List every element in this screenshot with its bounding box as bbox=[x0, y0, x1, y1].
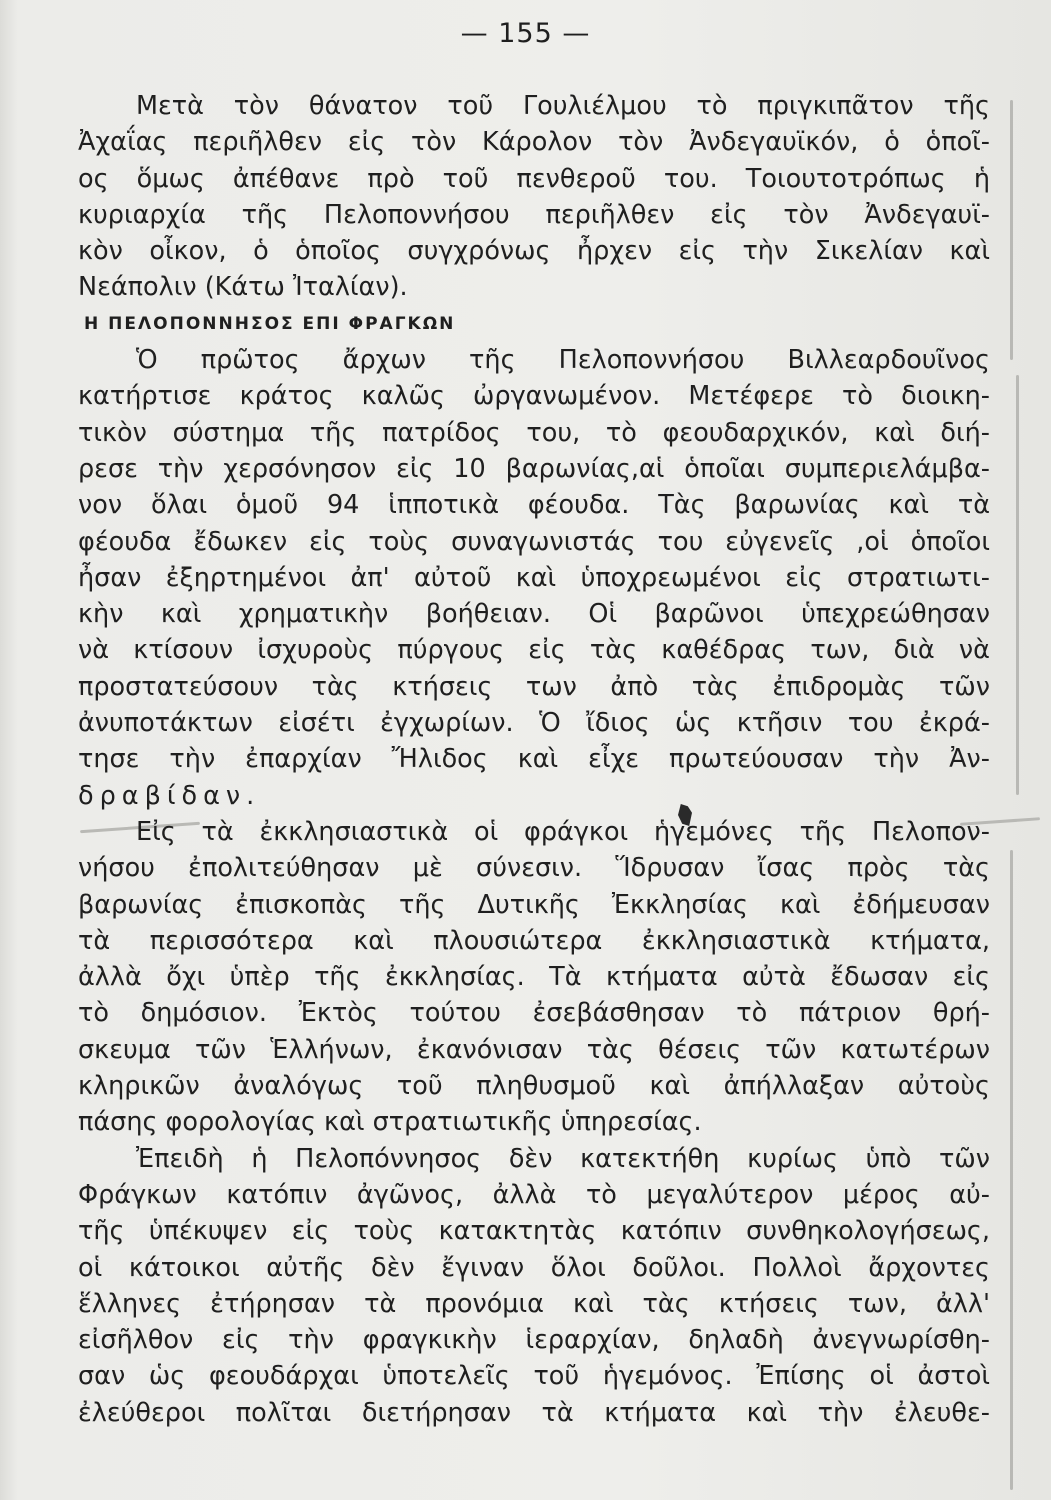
text-line: δραβίδαν. bbox=[78, 780, 261, 811]
text-line: ος ὅμως ἀπέθανε πρὸ τοῦ πενθεροῦ του. Τοιουτοτρόπως ἡ bbox=[78, 163, 990, 194]
text-line: τὸ δημόσιον. Ἐκτὸς τούτου ἐσεβάσθησαν τὸ πάτριον θρή- bbox=[78, 998, 990, 1029]
text-line: τῆς ὑπέκυψεν εἰς τοὺς κατακτητὰς κατόπιν συνθηκολογήσεως, bbox=[78, 1216, 990, 1247]
text-line: τικὸν σύστημα τῆς πατρίδος του, τὸ φεουδαρχικόν, καὶ διή- bbox=[78, 417, 990, 448]
page-number: — 155 — bbox=[460, 18, 591, 49]
text-line: νήσου ἐπολιτεύθησαν μὲ σύνεσιν. Ἵδρυσαν ἴσας πρὸς τὰς bbox=[78, 853, 990, 884]
text-line: προστατεύσουν τὰς κτήσεις των ἀπὸ τὰς ἐπιδρομὰς τῶν bbox=[78, 671, 990, 702]
text-line: Ὁ πρῶτος ἄρχων τῆς Πελοποννήσου Βιλλεαρδουῖνος bbox=[136, 345, 990, 376]
text-line: Μετὰ τὸν θάνατον τοῦ Γουλιέλμου τὸ πριγκιπᾶτον τῆς bbox=[136, 91, 990, 121]
text-line: εἰσῆλθον εἰς τὴν φραγκικὴν ἱεραρχίαν, δηλαδὴ ἀνεγνωρίσθη- bbox=[78, 1325, 990, 1356]
section-heading: Η ΠΕΛΟΠΟΝΝΗΣΟΣ ΕΠΙ ΦΡΑΓΚΩΝ bbox=[84, 313, 456, 334]
margin-pencil-line bbox=[1016, 375, 1019, 795]
text-line: ἀλλὰ ὄχι ὑπὲρ τῆς ἐκκλησίας. Τὰ κτήματα αὐτὰ ἔδωσαν εἰς bbox=[78, 962, 990, 993]
text-line: Ἐπειδὴ ἡ Πελοπόννησος δὲν κατεκτήθη κυρίως ὑπὸ τῶν bbox=[136, 1143, 990, 1174]
body-text bbox=[78, 88, 990, 1431]
text-line: οἱ κάτοικοι αὐτῆς δὲν ἔγιναν ὅλοι δοῦλοι. Πολλοὶ ἄρχοντες bbox=[78, 1252, 990, 1283]
text-line: ἐλεύθεροι πολῖται διετήρησαν τὰ κτήματα καὶ τὴν ἐλευθε- bbox=[78, 1397, 990, 1428]
text-line: κατήρτισε κράτος καλῶς ὠργανωμένον. Μετέφερε τὸ διοικη- bbox=[78, 381, 990, 412]
text-line: ἦσαν ἐξηρτημένοι ἀπ' αὐτοῦ καὶ ὑποχρεωμένοι εἰς στρατιωτι- bbox=[78, 562, 990, 593]
text-line: ρεσε τὴν χερσόνησον εἰς 10 βαρωνίας,αἱ ὁποῖαι συμπεριελάμβα- bbox=[78, 453, 990, 484]
text-line: νὰ κτίσουν ἰσχυροὺς πύργους εἰς τὰς καθέδρας των, διὰ νὰ bbox=[78, 635, 990, 666]
text-line: πάσης φορολογίας καὶ στρατιωτικῆς ὑπηρεσίας. bbox=[78, 1107, 702, 1138]
margin-pencil-line bbox=[1010, 850, 1013, 1490]
text-line: τὰ περισσότερα καὶ πλουσιώτερα ἐκκλησιαστικὰ κτήματα, bbox=[78, 925, 990, 956]
text-line: φέουδα ἔδωκεν εἰς τοὺς συναγωνιστάς του εὐγενεῖς ,οἱ ὁποῖοι bbox=[78, 526, 990, 557]
text-line: νον ὅλαι ὁμοῦ 94 ἱπποτικὰ φέουδα. Τὰς βαρωνίας καὶ τὰ bbox=[78, 490, 990, 521]
text-line: κυριαρχία τῆς Πελοποννήσου περιῆλθεν εἰς τὸν Ἀνδεγαυϊ- bbox=[78, 199, 990, 230]
text-line: κὴν καὶ χρηματικὴν βοήθειαν. Οἱ βαρῶνοι ὑπεχρεώθησαν bbox=[78, 599, 990, 630]
margin-pencil-line bbox=[1010, 100, 1013, 360]
text-line: ἀνυποτάκτων εἰσέτι ἐγχωρίων. Ὁ ἴδιος ὡς κτῆσιν του ἐκρά- bbox=[78, 708, 990, 739]
text-line: Εἰς τὰ ἐκκλησιαστικὰ οἱ φράγκοι ἡγεμόνες τῆς Πελοπον- bbox=[136, 816, 990, 847]
text-line: ἕλληνες ἐτήρησαν τὰ προνόμια καὶ τὰς κτήσεις των, ἀλλ' bbox=[78, 1288, 990, 1319]
text-line: κὸν οἶκον, ὁ ὁποῖος συγχρόνως ἦρχεν εἰς τὴν Σικελίαν καὶ bbox=[78, 236, 990, 267]
text-line: σαν ὡς φεουδάρχαι ὑποτελεῖς τοῦ ἡγεμόνος. Ἐπίσης οἱ ἀστοὶ bbox=[78, 1361, 990, 1392]
text-line: βαρωνίας ἐπισκοπὰς τῆς Δυτικῆς Ἐκκλησίας καὶ ἐδήμευσαν bbox=[78, 889, 990, 920]
text-line: Φράγκων κατόπιν ἀγῶνος, ἀλλὰ τὸ μεγαλύτερον μέρος αὐ- bbox=[78, 1179, 990, 1210]
text-line: τησε τὴν ἐπαρχίαν Ἤλιδος καὶ εἶχε πρωτεύουσαν τὴν Ἀν- bbox=[78, 744, 990, 775]
text-line: σκευμα τῶν Ἑλλήνων, ἐκανόνισαν τὰς θέσεις τῶν κατωτέρων bbox=[78, 1034, 990, 1065]
text-line: Ἀχαΐας περιῆλθεν εἰς τὸν Κάρολον τὸν Ἀνδεγαυϊκόν, ὁ ὁποῖ- bbox=[78, 127, 990, 158]
text-line: κληρικῶν ἀναλόγως τοῦ πληθυσμοῦ καὶ ἀπήλλαξαν αὐτοὺς bbox=[78, 1071, 990, 1102]
text-line: Νεάπολιν (Κάτω Ἰταλίαν). bbox=[78, 272, 408, 303]
